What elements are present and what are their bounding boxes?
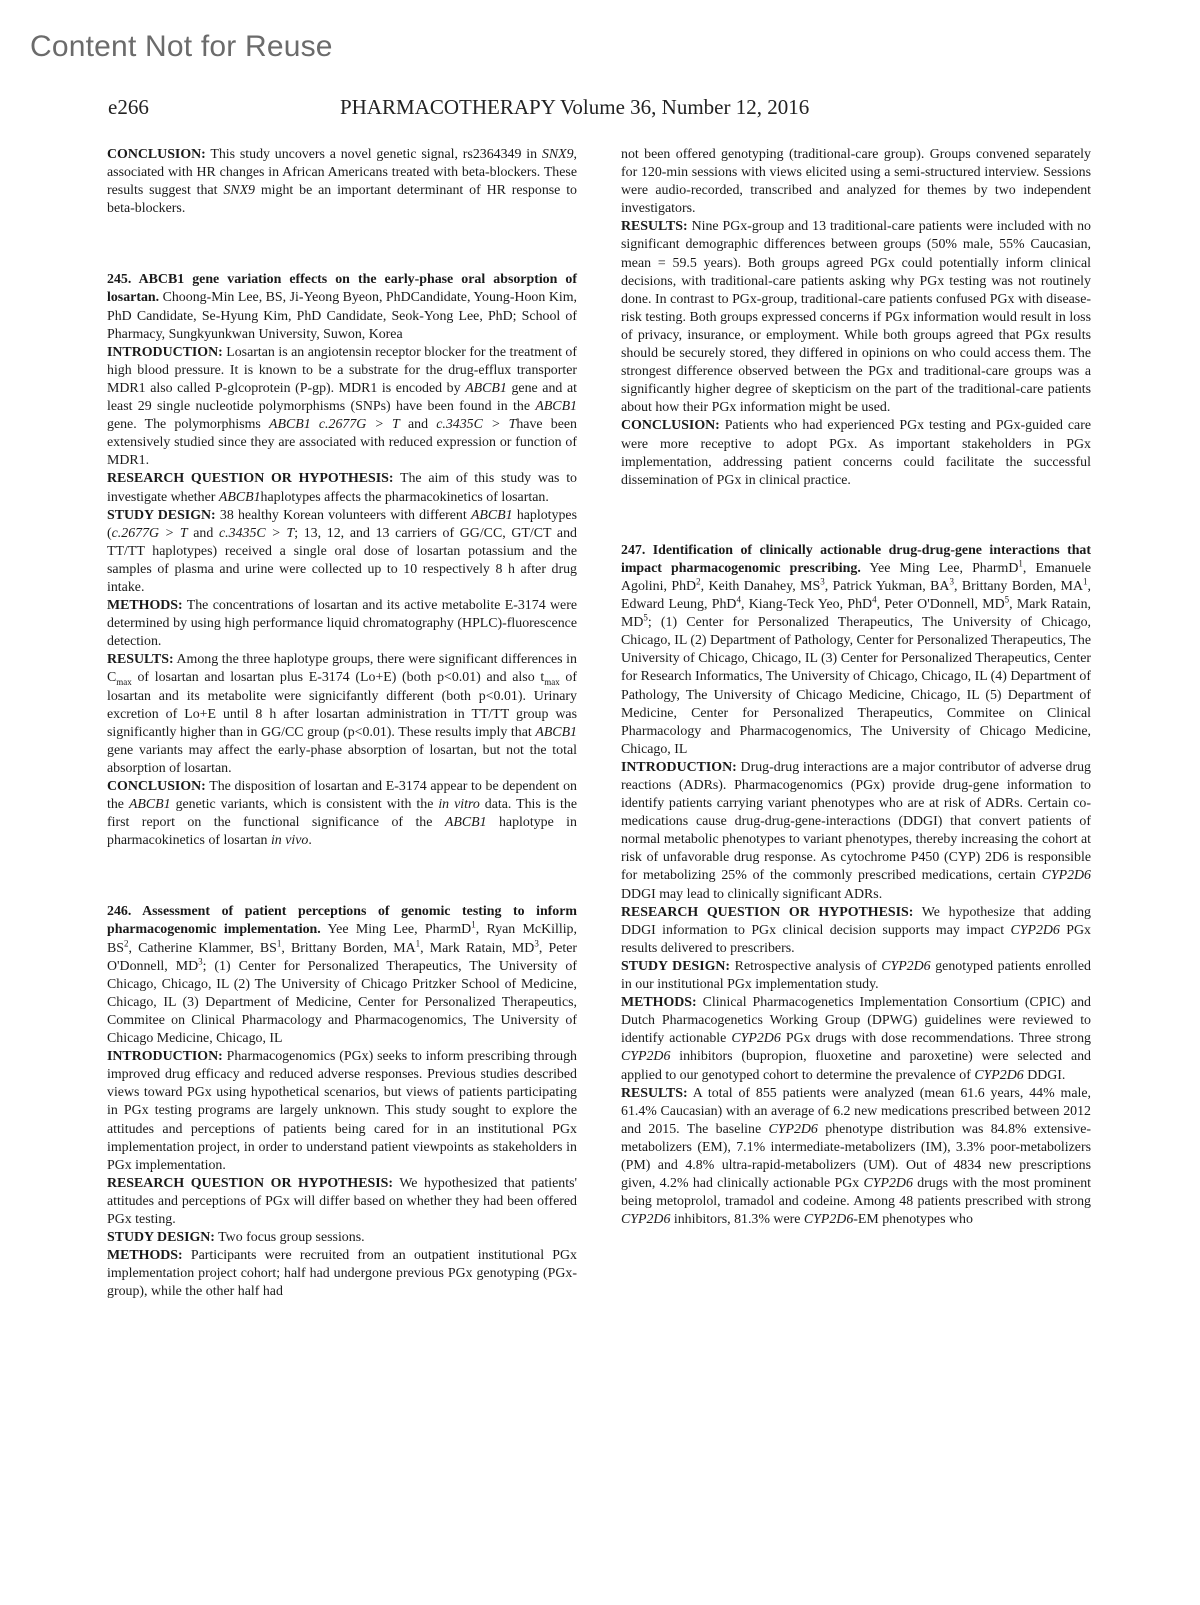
abstract-authors: , Catherine Klammer, BS	[128, 940, 277, 956]
gene-name: CYP2D6	[621, 1049, 671, 1065]
watermark: Content Not for Reuse	[30, 30, 333, 63]
latin-term: in vivo	[270, 833, 309, 849]
affiliation-mark: 3	[198, 956, 203, 967]
affiliation-mark: 4	[736, 594, 741, 605]
variant-name: c.2677G > T	[111, 525, 188, 541]
abstract-title: 246. Assessment of patient perceptions of genomic testing to inform pharmacogenomic implementation.	[107, 904, 577, 938]
text: and	[399, 417, 437, 433]
abstract-authors: , Keith Danahey, MS	[700, 578, 821, 594]
abstract-authors: , Edward Leung, PhD	[621, 578, 1091, 613]
text: -EM phenotypes who	[853, 1212, 973, 1228]
affiliation-mark: 3	[534, 937, 539, 948]
methods	[621, 994, 1091, 1084]
affiliation-mark: 4	[872, 594, 877, 605]
affiliation-mark: 3	[949, 576, 954, 587]
text: The aim of this study was to investigate whether	[107, 471, 577, 505]
abstract-246	[107, 903, 577, 1301]
gene-name: CYP2D6	[803, 1212, 854, 1228]
abstract-246-continued	[621, 146, 1091, 490]
gene-name: CYP2D6	[768, 1121, 818, 1137]
page-number: e266	[108, 95, 149, 119]
text: Losartan is an angiotensin receptor blocker for the treatment of high blood pressure. It is known to be a substrate for the drug-efflux transporter MDR1 also called P-glcoprotein (P-gp). MDR1 is encoded by	[107, 344, 577, 396]
text: Two focus group sessions.	[214, 1230, 365, 1246]
gene-name: ABCB1	[128, 797, 171, 813]
abstract-authors: , Peter O'Donnell, MD	[876, 597, 1005, 613]
research-question	[107, 1175, 577, 1229]
text: and	[187, 525, 220, 541]
text: Pharmacogenomics (PGx) seeks to inform prescribing through improved drug efficacy and reduced adverse responses. Previous studies described views toward PGx using hypothetical scenarios, but views of patients participating in PGx testing programs are largely unknown. This study sought to explore the attitudes and perceptions of patients being cared for in an institutional PGx implementation project, in order to understand patient viewpoints as stakeholders in PGx implementation.	[107, 1049, 577, 1173]
affiliation-mark: 5	[643, 612, 648, 623]
introduction	[107, 344, 577, 471]
introduction	[621, 759, 1091, 904]
section-label: INTRODUCTION:	[107, 344, 223, 360]
results	[621, 1085, 1091, 1230]
text: ; 13, 12, and 13 carriers of GG/CC, GT/CT and TT/TT haplotypes) received a single oral dose of losartan potassium and the samples of plasma and urine were collected up to 10 respectively 8 h after drug intake.	[107, 525, 577, 595]
research-question	[107, 470, 577, 506]
methods	[107, 597, 577, 651]
gene-name: ABCB1	[535, 724, 577, 740]
gene-name: CYP2D6	[974, 1067, 1024, 1083]
section-label: CONCLUSION:	[107, 779, 206, 794]
section-label: RESEARCH QUESTION OR HYPOTHESIS:	[621, 904, 914, 920]
text: A total of 855 patients were analyzed (mean 61.6 years, 44% male, 61.4% Caucasian) with an average of 6.2 new medications prescribed between 2012 and 2015. The baseline	[621, 1085, 1091, 1137]
spacer	[107, 218, 577, 271]
abstract-authors: , Patrick Yukman, BA	[824, 578, 950, 594]
text: phenotype distribution was 84.8% extensive-metabolizers (EM), 7.1% intermediate-metabolizers (IM), 3.3% poor-metabolizers (PM) and 4.8% ultra-rapid-metabolizers (UM). Out of 4834 new prescriptions given, 4.2% had clinically actionable PGx	[621, 1121, 1092, 1192]
section-label: STUDY DESIGN:	[107, 1230, 215, 1246]
journal-title: PHARMACOTHERAPY Volume 36, Number 12, 2016	[340, 95, 810, 119]
text: Drug-drug interactions are a major contributor of adverse drug reactions (ADRs). Pharmacogenomics (PGx) provide drug-gene information to identify patients carrying variant phenotypes who are at risk of ADRs. Certain co-medications cause drug-drug-gene-interactions (DDGI) that convert patients of normal metabolic phenotypes to variant phenotypes, thereby increasing the cohort at risk of unfavorable drug response. As cytochrome P450 (CYP) 2D6 is responsible for metabolizing 25% of the commonly prescribed medications, certain	[621, 759, 1091, 884]
spacer	[621, 490, 1091, 542]
text: .	[308, 833, 312, 849]
abstract-247	[621, 542, 1091, 1230]
abstract-authors: , Peter O'Donnell, MD	[107, 940, 578, 974]
text: might be an important determinant of HR response to beta-blockers.	[107, 183, 578, 217]
text: gene. The polymorphisms	[107, 417, 270, 433]
subscript: max	[116, 677, 132, 688]
text: This study uncovers a novel genetic signal, rs2364349 in	[205, 147, 542, 162]
text: Retrospective analysis of	[730, 958, 882, 974]
abstract-authors: Choong-Min Lee, BS, Ji-Yeong Byeon, PhDCandidate, Young-Hoon Kim, PhD Candidate, Se-Hyung Kim, PhD Candidate, Seok-Yong Lee, PhD; School of Pharmacy, Sungkyunkwan University, Suwon, Korea	[107, 290, 577, 342]
running-header	[108, 95, 1098, 125]
text: not been offered genotyping (traditional-care group). Groups convened separately for 120-min sessions with views elicited using a semi-structured interview. Sessions were audio-recorded, transcribed and analyzed for themes by two independent investigators.	[621, 147, 1091, 217]
text: drugs with the most prominent being metoprolol, tramadol and codeine. Among 48 patients prescribed with strong	[621, 1176, 1091, 1210]
affiliation-mark: 1	[1018, 558, 1023, 569]
text: DDGI may lead to clinically significant ADRs.	[621, 886, 883, 902]
text: of losartan and losartan plus E-3174 (Lo+E) (both p<0.01) and also t	[131, 670, 545, 686]
research-question	[621, 904, 1091, 958]
abstract-authors: , Kiang-Teck Yeo, PhD	[740, 597, 873, 613]
section-label: METHODS:	[621, 995, 697, 1011]
text: Participants were recruited from an outpatient institutional PGx implementation project cohort; half had undergone previous PGx genotyping (PGx-group), while the other half had	[107, 1248, 577, 1300]
gene-name: CYP2D6	[881, 958, 931, 974]
abstract-authors: , Brittany Borden, MA	[281, 940, 416, 956]
affiliation-mark: 1	[1083, 576, 1088, 587]
text: haplotype in pharmacokinetics of losartan	[107, 815, 577, 849]
abstract-245	[107, 271, 577, 850]
variant-name: c.3435C > T	[436, 417, 517, 433]
text: data. This is the first report on the functional significance of the	[107, 797, 577, 831]
text: DDGI.	[1023, 1067, 1066, 1083]
gene-name: CYP2D6	[621, 1212, 671, 1228]
affiliation-mark: 3	[820, 576, 825, 587]
section-label: RESEARCH QUESTION OR HYPOTHESIS:	[107, 1175, 393, 1191]
text: genotyped patients enrolled in our institutional PGx implementation study.	[621, 958, 1092, 993]
text: We hypothesized that patients' attitudes and perceptions of PGx will differ based on whether they had been offered PGx testing.	[107, 1175, 577, 1227]
gene-name: ABCB1	[218, 489, 261, 505]
methods	[107, 1247, 577, 1301]
gene-name: SNX9	[541, 147, 574, 162]
affiliation-mark: 1	[471, 919, 476, 930]
conclusion	[621, 417, 1091, 489]
abstract-authors: , Mark Ratain, MD	[420, 940, 535, 956]
section-label: RESULTS:	[621, 219, 688, 235]
abstract-authors: , Brittany Borden, MA	[953, 578, 1084, 594]
text: have been extensively studied since they are associated with reduced expression or function of MDR1.	[107, 417, 577, 469]
section-label: METHODS:	[107, 598, 183, 614]
affiliation-mark: 2	[696, 576, 701, 587]
text: haplotypes affects the pharmacokinetics of losartan.	[260, 489, 549, 505]
abstract-header	[621, 542, 1091, 759]
gene-name: SNX9	[223, 183, 255, 199]
abstract-affiliations: ; (1) Center for Personalized Therapeutics, The University of Chicago, Chicago, IL (2) Department of Pathology, Center for Personalized Therapeutics, The University of Chicago, Chicago, IL (3) Center for Personalized Therapeutics, Center for Research Informatics, The University of Chicago, Chicago, IL (4) Department of Pathology, The University of Chicago Medicine, Chicago, IL (5) Department of Medicine, Center for Personalized Therapeutics, Commitee on Clinical Pharmacology and Pharmacogenomics, The University of Chicago Medicine, Chicago, IL	[621, 615, 1091, 757]
section-label: RESULTS:	[107, 652, 174, 668]
section-label: STUDY DESIGN:	[107, 507, 216, 523]
section-label: INTRODUCTION:	[621, 759, 737, 775]
affiliation-mark: 5	[1004, 594, 1010, 605]
text: gene variants may affect the early-phase absorption of losartan, but not the total absorption of losartan.	[107, 742, 577, 776]
gene-name: ABCB1	[465, 380, 507, 396]
text: The concentrations of losartan and its active metabolite E-3174 were determined by using high performance liquid chromatography (HPLC)-fluorescence detection.	[107, 598, 577, 650]
text: Among the three haplotype groups, there were significant differences in C	[107, 652, 577, 686]
gene-name: CYP2D6	[1010, 922, 1060, 938]
abstract-authors: Yee Ming Lee, PharmD	[860, 560, 1019, 576]
gene-name: ABCB1	[535, 399, 577, 415]
text: We hypothesize that adding DDGI information to PGx clinical decision supports may impact	[621, 904, 1091, 938]
section-label: RESULTS:	[621, 1085, 688, 1101]
text: Patients who had experienced PGx testing and PGx-guided care were more receptive to adopt PGx. As important stakeholders in PGx implementation, addressing patient concerns could facilitate the successful dissemination of PGx in clinical practice.	[621, 418, 1091, 488]
gene-name: CYP2D6	[1041, 868, 1091, 884]
conclusion	[107, 778, 577, 850]
left-column	[107, 146, 577, 1301]
text: genetic variants, which is consistent with the	[170, 797, 439, 813]
affiliation-mark: 2	[124, 937, 129, 948]
text: PGx drugs with dose recommendations. Three strong	[780, 1031, 1091, 1047]
text: The disposition of losartan and E-3174 appear to be dependent on the	[107, 779, 577, 813]
abstract-title: 247. Identification of clinically actionable drug-drug-gene interactions that impact pharmacogenomic prescribing.	[621, 542, 1091, 576]
gene-name: ABCB1	[444, 815, 487, 831]
text: , associated with HR changes in African Americans treated with beta-blockers. These results suggest that	[107, 147, 577, 199]
text: gene and at least 29 single nucleotide polymorphisms (SNPs) have been found in the	[107, 380, 577, 415]
abstract-authors: , Mark Ratain, MD	[621, 597, 1091, 631]
variant-name: c.3435C > T	[219, 525, 295, 541]
variant-name: ABCB1 c.2677G > T	[269, 417, 400, 433]
subscript: max	[544, 677, 560, 688]
section-label: INTRODUCTION:	[107, 1049, 223, 1065]
text: Clinical Pharmacogenetics Implementation Consortium (CPIC) and Dutch Pharmacogenetics Working Group (DPWG) guidelines were reviewed to identify actionable	[621, 995, 1091, 1047]
introduction	[107, 1048, 577, 1175]
gene-name: CYP2D6	[731, 1031, 781, 1047]
gene-name: CYP2D6	[863, 1176, 913, 1192]
abstract-affiliations: ; (1) Center for Personalized Therapeutics, The University of Chicago, Chicago, IL (2) The University of Chicago Pritzker School of Medicine, Chicago, IL (3) Department of Medicine, Center for Personalized Therapeutics, Commitee on Clinical Pharmacology and Pharmacogenomics, The University of Chicago Medicine, Chicago, IL	[107, 958, 577, 1047]
text: inhibitors (bupropion, fluoxetine and paroxetine) were selected and applied to our genotyped cohort to determine the prevalence of	[621, 1049, 1091, 1083]
right-column	[621, 146, 1091, 1229]
study-design	[107, 507, 577, 597]
abstract-authors: Yee Ming Lee, PharmD	[320, 922, 472, 938]
abstract-header	[107, 903, 577, 1048]
text: Nine PGx-group and 13 traditional-care patients were included with no significant demographic differences between groups (50% male, 55% Caucasian, mean = 59.5 years). Both groups agreed PGx could potentially inform clinical decisions, with traditional-care patients asking why PGx testing was not routinely done. In contrast to PGx-group, traditional-care patients confused PGx with disease-risk testing. Both groups expressed concerns if PGx information would result in loss of privacy, insurance, or employment. While both groups agreed that PGx results should be securely stored, they differed in opinions on who could access them. The strongest difference observed between the PGx and traditional-care groups was a significantly higher degree of skepticism on the part of the traditional-care patients about how their PGx information might be used.	[621, 219, 1091, 416]
section-label: RESEARCH QUESTION OR HYPOTHESIS:	[107, 471, 394, 487]
spacer	[107, 850, 577, 903]
text: inhibitors, 81.3% were	[670, 1212, 804, 1228]
affiliation-mark: 1	[276, 937, 282, 948]
previous-abstract-conclusion	[107, 146, 577, 218]
methods-continued	[621, 146, 1091, 218]
latin-term: in vitro	[438, 797, 480, 813]
study-design	[621, 958, 1091, 994]
section-label: METHODS:	[107, 1248, 183, 1264]
abstract-authors: , Ryan McKillip, BS	[107, 922, 577, 956]
text: PGx results delivered to prescribers.	[621, 922, 1091, 956]
section-label: STUDY DESIGN:	[621, 958, 731, 974]
results	[621, 218, 1091, 417]
text: 38 healthy Korean volunteers with different	[215, 507, 471, 523]
affiliation-mark: 1	[415, 937, 421, 948]
text: haplotypes (	[107, 507, 578, 541]
section-label: CONCLUSION:	[621, 418, 720, 434]
section-label: CONCLUSION:	[107, 147, 206, 162]
study-design	[107, 1229, 577, 1247]
results	[107, 651, 577, 778]
abstract-title: 245. ABCB1 gene variation effects on the early-phase oral absorption of losartan.	[107, 272, 577, 306]
abstract-authors: , Emanuele Agolini, PhD	[621, 560, 1092, 594]
abstract-header	[107, 271, 577, 343]
text: of losartan and its metabolite were signicifantly different (both p<0.01). Urinary excretion of Lo+E until 8 h after losartan administration in TT/TT group was significantly higher than in GG/CC group (p<0.01). These results imply that	[107, 670, 577, 740]
gene-name: ABCB1	[470, 507, 513, 523]
